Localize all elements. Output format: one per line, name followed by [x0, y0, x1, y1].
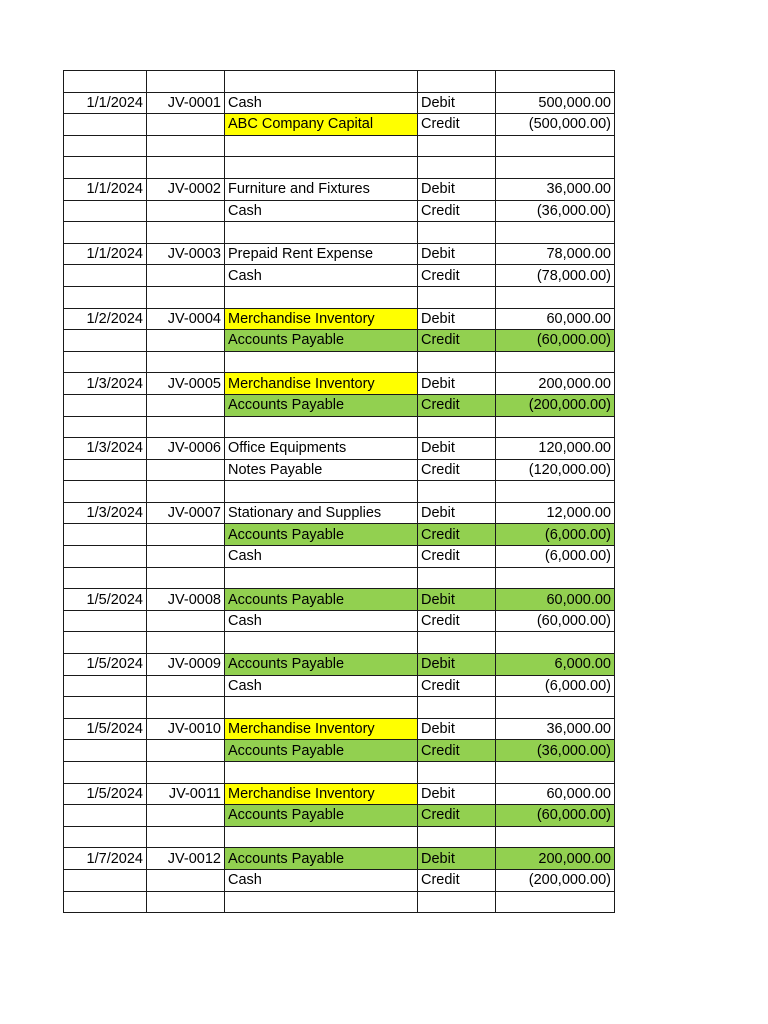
entry-type-cell[interactable]: Debit	[418, 718, 496, 740]
date-cell[interactable]	[64, 135, 147, 157]
table-row	[64, 718, 615, 740]
account-cell[interactable]: Stationary and Supplies	[225, 502, 418, 524]
table-row	[64, 416, 615, 438]
entry-type-cell[interactable]: Debit	[418, 502, 496, 524]
account-cell[interactable]	[225, 762, 418, 784]
table-row	[64, 481, 615, 503]
entry-type-cell[interactable]	[418, 222, 496, 244]
jv-number-cell[interactable]	[147, 135, 225, 157]
entry-type-cell[interactable]	[418, 416, 496, 438]
jv-number-cell[interactable]: JV-0010	[147, 718, 225, 740]
jv-number-cell[interactable]	[147, 330, 225, 352]
table-row	[64, 114, 615, 136]
amount-cell[interactable]	[496, 286, 615, 308]
date-cell[interactable]	[64, 222, 147, 244]
amount-cell[interactable]	[496, 762, 615, 784]
table-row	[64, 265, 615, 287]
amount-cell[interactable]: 6,000.00	[496, 654, 615, 676]
jv-number-cell[interactable]: JV-0011	[147, 783, 225, 805]
amount-cell[interactable]: 36,000.00	[496, 718, 615, 740]
entry-type-cell[interactable]: Credit	[418, 610, 496, 632]
jv-number-cell[interactable]	[147, 71, 225, 93]
jv-number-cell[interactable]	[147, 762, 225, 784]
jv-number-cell[interactable]	[147, 114, 225, 136]
account-cell[interactable]	[225, 632, 418, 654]
table-row	[64, 610, 615, 632]
amount-cell[interactable]	[496, 157, 615, 179]
table-row	[64, 308, 615, 330]
jv-number-cell[interactable]	[147, 481, 225, 503]
entry-type-cell[interactable]: Debit	[418, 373, 496, 395]
date-cell[interactable]	[64, 891, 147, 913]
amount-cell[interactable]	[496, 826, 615, 848]
date-cell[interactable]: 1/1/2024	[64, 243, 147, 265]
table-row	[64, 178, 615, 200]
entry-type-cell[interactable]: Credit	[418, 330, 496, 352]
date-cell[interactable]: 1/7/2024	[64, 848, 147, 870]
account-cell[interactable]: Accounts Payable	[225, 740, 418, 762]
date-cell[interactable]: 1/1/2024	[64, 92, 147, 114]
date-cell[interactable]	[64, 740, 147, 762]
account-cell[interactable]	[225, 135, 418, 157]
account-cell[interactable]	[225, 286, 418, 308]
table-row	[64, 330, 615, 352]
account-cell[interactable]	[225, 567, 418, 589]
jv-number-cell[interactable]: JV-0002	[147, 178, 225, 200]
account-cell[interactable]: Furniture and Fixtures	[225, 178, 418, 200]
jv-number-cell[interactable]	[147, 740, 225, 762]
account-cell[interactable]: Accounts Payable	[225, 330, 418, 352]
jv-number-cell[interactable]	[147, 200, 225, 222]
jv-number-cell[interactable]: JV-0008	[147, 589, 225, 611]
date-cell[interactable]	[64, 567, 147, 589]
table-row	[64, 783, 615, 805]
date-cell[interactable]	[64, 157, 147, 179]
table-row	[64, 157, 615, 179]
table-row	[64, 200, 615, 222]
amount-cell[interactable]: 120,000.00	[496, 438, 615, 460]
table-row	[64, 243, 615, 265]
entry-type-cell[interactable]: Credit	[418, 546, 496, 568]
jv-number-cell[interactable]: JV-0006	[147, 438, 225, 460]
amount-cell[interactable]: (6,000.00)	[496, 675, 615, 697]
amount-cell[interactable]	[496, 632, 615, 654]
account-cell[interactable]: Accounts Payable	[225, 805, 418, 827]
amount-cell[interactable]: 200,000.00	[496, 373, 615, 395]
amount-cell[interactable]	[496, 71, 615, 93]
account-cell[interactable]: Cash	[225, 675, 418, 697]
date-cell[interactable]	[64, 805, 147, 827]
jv-number-cell[interactable]	[147, 826, 225, 848]
account-cell[interactable]: Cash	[225, 265, 418, 287]
jv-number-cell[interactable]	[147, 351, 225, 373]
account-cell[interactable]	[225, 157, 418, 179]
amount-cell[interactable]: (6,000.00)	[496, 524, 615, 546]
jv-number-cell[interactable]	[147, 805, 225, 827]
account-cell[interactable]	[225, 481, 418, 503]
table-row	[64, 71, 615, 93]
entry-type-cell[interactable]: Credit	[418, 524, 496, 546]
amount-cell[interactable]: (78,000.00)	[496, 265, 615, 287]
table-row	[64, 351, 615, 373]
date-cell[interactable]	[64, 416, 147, 438]
entry-type-cell[interactable]: Credit	[418, 265, 496, 287]
entry-type-cell[interactable]	[418, 567, 496, 589]
account-cell[interactable]	[225, 697, 418, 719]
entry-type-cell[interactable]: Credit	[418, 200, 496, 222]
jv-number-cell[interactable]	[147, 286, 225, 308]
table-row	[64, 222, 615, 244]
date-cell[interactable]	[64, 459, 147, 481]
entry-type-cell[interactable]	[418, 135, 496, 157]
entry-type-cell[interactable]: Debit	[418, 848, 496, 870]
amount-cell[interactable]: (60,000.00)	[496, 330, 615, 352]
date-cell[interactable]: 1/5/2024	[64, 654, 147, 676]
date-cell[interactable]	[64, 351, 147, 373]
date-cell[interactable]: 1/3/2024	[64, 373, 147, 395]
table-row	[64, 546, 615, 568]
entry-type-cell[interactable]: Credit	[418, 675, 496, 697]
account-cell[interactable]: Merchandise Inventory	[225, 783, 418, 805]
amount-cell[interactable]: (200,000.00)	[496, 394, 615, 416]
jv-number-cell[interactable]	[147, 524, 225, 546]
entry-type-cell[interactable]	[418, 891, 496, 913]
jv-number-cell[interactable]	[147, 416, 225, 438]
entry-type-cell[interactable]: Debit	[418, 178, 496, 200]
date-cell[interactable]: 1/5/2024	[64, 783, 147, 805]
account-cell[interactable]: Cash	[225, 92, 418, 114]
date-cell[interactable]	[64, 762, 147, 784]
entry-type-cell[interactable]	[418, 762, 496, 784]
entry-type-cell[interactable]: Debit	[418, 783, 496, 805]
entry-type-cell[interactable]: Debit	[418, 438, 496, 460]
table-row	[64, 567, 615, 589]
account-cell[interactable]	[225, 222, 418, 244]
jv-number-cell[interactable]	[147, 891, 225, 913]
date-cell[interactable]: 1/5/2024	[64, 589, 147, 611]
jv-number-cell[interactable]: JV-0009	[147, 654, 225, 676]
account-cell[interactable]	[225, 351, 418, 373]
amount-cell[interactable]	[496, 135, 615, 157]
jv-number-cell[interactable]	[147, 394, 225, 416]
table-row	[64, 891, 615, 913]
amount-cell[interactable]: (6,000.00)	[496, 546, 615, 568]
entry-type-cell[interactable]: Credit	[418, 805, 496, 827]
jv-number-cell[interactable]	[147, 567, 225, 589]
account-cell[interactable]	[225, 416, 418, 438]
table-row	[64, 524, 615, 546]
journal-entries-body	[64, 71, 615, 913]
table-row	[64, 869, 615, 891]
date-cell[interactable]	[64, 394, 147, 416]
table-row	[64, 826, 615, 848]
entry-type-cell[interactable]	[418, 286, 496, 308]
jv-number-cell[interactable]: JV-0012	[147, 848, 225, 870]
amount-cell[interactable]: 60,000.00	[496, 308, 615, 330]
date-cell[interactable]	[64, 675, 147, 697]
jv-number-cell[interactable]	[147, 675, 225, 697]
entry-type-cell[interactable]: Debit	[418, 243, 496, 265]
jv-number-cell[interactable]	[147, 546, 225, 568]
entry-type-cell[interactable]	[418, 481, 496, 503]
table-row	[64, 654, 615, 676]
amount-cell[interactable]: 60,000.00	[496, 783, 615, 805]
account-cell[interactable]: Notes Payable	[225, 459, 418, 481]
date-cell[interactable]	[64, 114, 147, 136]
amount-cell[interactable]: (120,000.00)	[496, 459, 615, 481]
amount-cell[interactable]	[496, 416, 615, 438]
amount-cell[interactable]: 60,000.00	[496, 589, 615, 611]
account-cell[interactable]: Accounts Payable	[225, 848, 418, 870]
date-cell[interactable]	[64, 481, 147, 503]
table-row	[64, 589, 615, 611]
date-cell[interactable]: 1/3/2024	[64, 438, 147, 460]
journal-entries-table	[63, 70, 615, 913]
account-cell[interactable]: Cash	[225, 610, 418, 632]
date-cell[interactable]: 1/5/2024	[64, 718, 147, 740]
account-cell[interactable]: Office Equipments	[225, 438, 418, 460]
date-cell[interactable]	[64, 71, 147, 93]
date-cell[interactable]	[64, 632, 147, 654]
entry-type-cell[interactable]: Credit	[418, 869, 496, 891]
account-cell[interactable]: Merchandise Inventory	[225, 373, 418, 395]
amount-cell[interactable]	[496, 481, 615, 503]
account-cell[interactable]	[225, 891, 418, 913]
jv-number-cell[interactable]	[147, 632, 225, 654]
entry-type-cell[interactable]	[418, 157, 496, 179]
amount-cell[interactable]: 500,000.00	[496, 92, 615, 114]
date-cell[interactable]: 1/3/2024	[64, 502, 147, 524]
amount-cell[interactable]	[496, 567, 615, 589]
entry-type-cell[interactable]	[418, 71, 496, 93]
table-row	[64, 740, 615, 762]
amount-cell[interactable]: (36,000.00)	[496, 200, 615, 222]
jv-number-cell[interactable]: JV-0004	[147, 308, 225, 330]
entry-type-cell[interactable]	[418, 632, 496, 654]
date-cell[interactable]	[64, 697, 147, 719]
entry-type-cell[interactable]: Credit	[418, 459, 496, 481]
account-cell[interactable]: Accounts Payable	[225, 654, 418, 676]
entry-type-cell[interactable]	[418, 826, 496, 848]
table-row	[64, 502, 615, 524]
table-row	[64, 762, 615, 784]
table-row	[64, 805, 615, 827]
date-cell[interactable]	[64, 610, 147, 632]
amount-cell[interactable]: 36,000.00	[496, 178, 615, 200]
table-row	[64, 675, 615, 697]
jv-number-cell[interactable]	[147, 222, 225, 244]
table-row	[64, 438, 615, 460]
date-cell[interactable]: 1/1/2024	[64, 178, 147, 200]
jv-number-cell[interactable]: JV-0007	[147, 502, 225, 524]
account-cell[interactable]: Accounts Payable	[225, 524, 418, 546]
entry-type-cell[interactable]: Debit	[418, 654, 496, 676]
date-cell[interactable]	[64, 330, 147, 352]
date-cell[interactable]	[64, 826, 147, 848]
account-cell[interactable]: Cash	[225, 869, 418, 891]
jv-number-cell[interactable]	[147, 697, 225, 719]
amount-cell[interactable]: (200,000.00)	[496, 869, 615, 891]
table-row	[64, 848, 615, 870]
table-row	[64, 286, 615, 308]
jv-number-cell[interactable]	[147, 610, 225, 632]
amount-cell[interactable]	[496, 697, 615, 719]
entry-type-cell[interactable]: Credit	[418, 740, 496, 762]
date-cell[interactable]	[64, 286, 147, 308]
jv-number-cell[interactable]: JV-0001	[147, 92, 225, 114]
account-cell[interactable]: Cash	[225, 546, 418, 568]
account-cell[interactable]	[225, 826, 418, 848]
table-row	[64, 459, 615, 481]
entry-type-cell[interactable]	[418, 351, 496, 373]
table-row	[64, 697, 615, 719]
account-cell[interactable]: Cash	[225, 200, 418, 222]
amount-cell[interactable]: 200,000.00	[496, 848, 615, 870]
table-row	[64, 373, 615, 395]
amount-cell[interactable]: (60,000.00)	[496, 610, 615, 632]
entry-type-cell[interactable]: Debit	[418, 308, 496, 330]
account-cell[interactable]: Prepaid Rent Expense	[225, 243, 418, 265]
amount-cell[interactable]: (500,000.00)	[496, 114, 615, 136]
entry-type-cell[interactable]	[418, 697, 496, 719]
amount-cell[interactable]	[496, 222, 615, 244]
account-cell[interactable]: ABC Company Capital	[225, 114, 418, 136]
date-cell[interactable]	[64, 200, 147, 222]
amount-cell[interactable]	[496, 891, 615, 913]
jv-number-cell[interactable]	[147, 459, 225, 481]
date-cell[interactable]	[64, 869, 147, 891]
table-row	[64, 92, 615, 114]
account-cell[interactable]: Accounts Payable	[225, 589, 418, 611]
amount-cell[interactable]: 78,000.00	[496, 243, 615, 265]
jv-number-cell[interactable]	[147, 265, 225, 287]
account-cell[interactable]: Merchandise Inventory	[225, 308, 418, 330]
account-cell[interactable]: Merchandise Inventory	[225, 718, 418, 740]
table-row	[64, 632, 615, 654]
date-cell[interactable]	[64, 524, 147, 546]
entry-type-cell[interactable]: Debit	[418, 92, 496, 114]
amount-cell[interactable]	[496, 351, 615, 373]
jv-number-cell[interactable]: JV-0003	[147, 243, 225, 265]
account-cell[interactable]	[225, 71, 418, 93]
table-row	[64, 135, 615, 157]
date-cell[interactable]	[64, 546, 147, 568]
account-cell[interactable]: Accounts Payable	[225, 394, 418, 416]
amount-cell[interactable]: 12,000.00	[496, 502, 615, 524]
amount-cell[interactable]: (60,000.00)	[496, 805, 615, 827]
amount-cell[interactable]: (36,000.00)	[496, 740, 615, 762]
jv-number-cell[interactable]	[147, 869, 225, 891]
jv-number-cell[interactable]: JV-0005	[147, 373, 225, 395]
jv-number-cell[interactable]	[147, 157, 225, 179]
entry-type-cell[interactable]: Credit	[418, 114, 496, 136]
date-cell[interactable]: 1/2/2024	[64, 308, 147, 330]
entry-type-cell[interactable]: Debit	[418, 589, 496, 611]
table-row	[64, 394, 615, 416]
date-cell[interactable]	[64, 265, 147, 287]
entry-type-cell[interactable]: Credit	[418, 394, 496, 416]
